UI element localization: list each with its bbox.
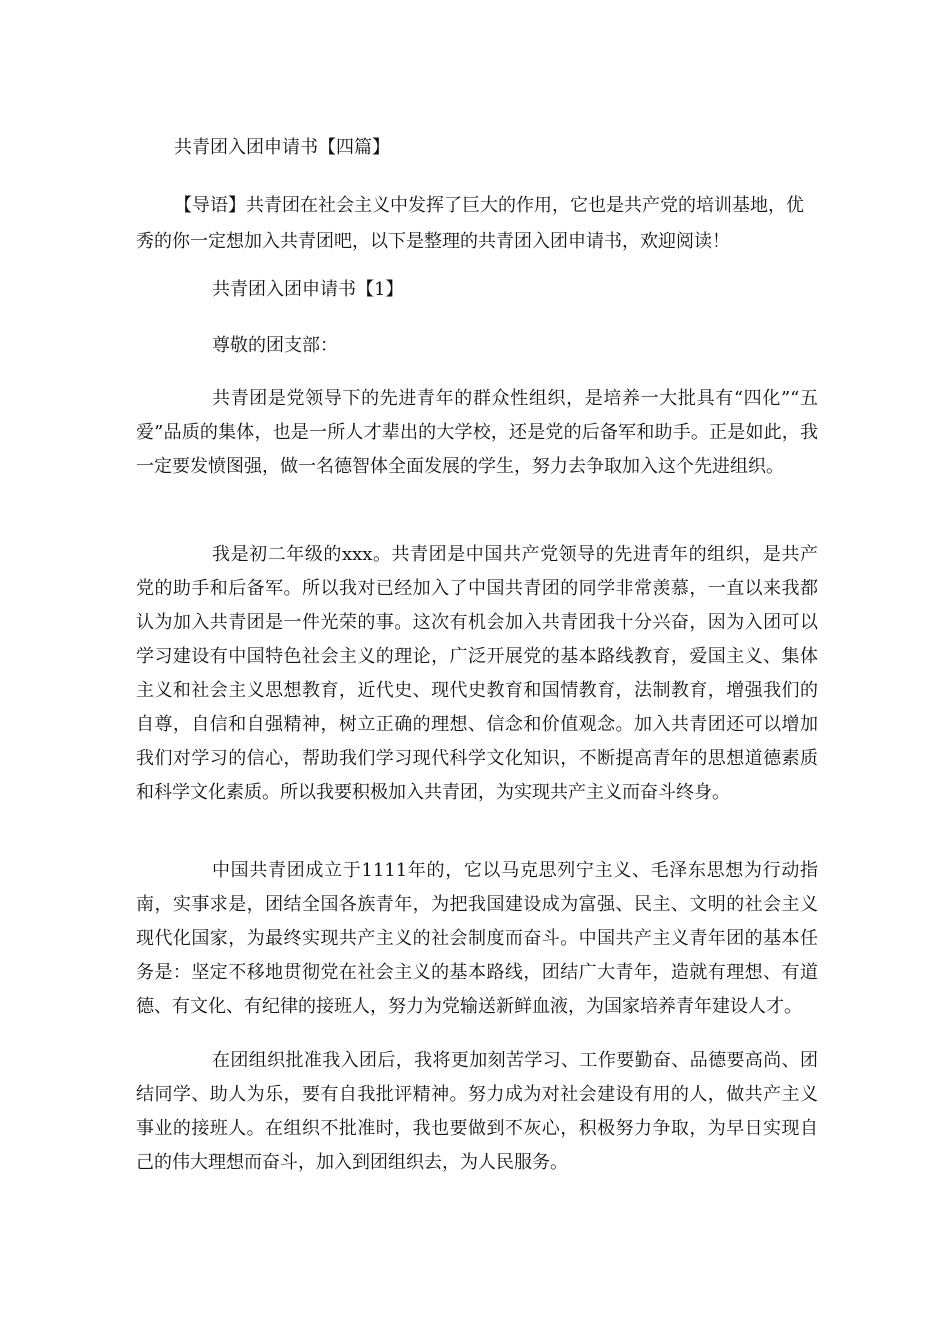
section-title: 共青团入团申请书【1】 <box>212 279 404 300</box>
intro-paragraph <box>136 188 818 260</box>
body-paragraph-1: 共青团是党领导下的先进青年的群众性组织，是培养一大批具有“四化”“五爱”品质的集体，也是一所人才辈出的大学校，还是党的后备军和助手。正是如此，我一定要发愤图强，做一名德智体全面发展的学生，努力去争取加入这个先进组织。 <box>136 388 818 477</box>
salutation: 尊敬的团支部： <box>212 335 338 356</box>
body-paragraph-4: 在团组织批准我入团后，我将更加刻苦学习、工作要勤奋、品德要高尚、团结同学、助人为乐，要有自我批评精神。努力成为对社会建设有用的人，做共产主义事业的接班人。在组织不批准时，我也要做到不灰心，积极努力争取，为早日实现自己的伟大理想而奋斗，加入到团组织去，为人民服务。 <box>136 1050 818 1173</box>
intro-text: 【导语】共青团在社会主义中发挥了巨大的作用，它也是共产党的培训基地，优秀的你一定想加入共青团吧，以下是整理的共青团入团申请书，欢迎阅读！ <box>136 195 804 252</box>
document-title: 共青团入团申请书【四篇】 <box>174 137 390 158</box>
body-paragraph-3: 中国共青团成立于1111年的，它以马克思列宁主义、毛泽东思想为行动指南，实事求是，团结全国各族青年，为把我国建设成为富强、民主、文明的社会主义现代化国家，为最终实现共产主义的社会制度而奋斗。中国共产主义青年团的基本任务是：坚定不移地贯彻党在社会主义的基本路线，团结广大青年，造就有理想、有道德、有文化、有纪律的接班人，努力为党输送新鲜血液，为国家培养青年建设人才。 <box>136 860 818 1017</box>
body-paragraph-2: 我是初二年级的xxx。共青团是中国共产党领导的先进青年的组织，是共产党的助手和后备军。所以我对已经加入了中国共青团的同学非常羡慕，一直以来我都认为加入共青团是一件光荣的事。这次有机会加入共青团我十分兴奋，因为入团可以学习建设有中国特色社会主义的理论，广泛开展党的基本路线教育，爱国主义、集体主义和社会主义思想教育，近代史、现代史教育和国情教育，法制教育，增强我们的自尊，自信和自强精神，树立正确的理想、信念和价值观念。加入共青团还可以增加我们对学习的信心，帮助我们学习现代科学文化知识，不断提高青年的思想道德素质和科学文化素质。所以我要积极加入共青团，为实现共产主义而奋斗终身。 <box>136 544 818 803</box>
